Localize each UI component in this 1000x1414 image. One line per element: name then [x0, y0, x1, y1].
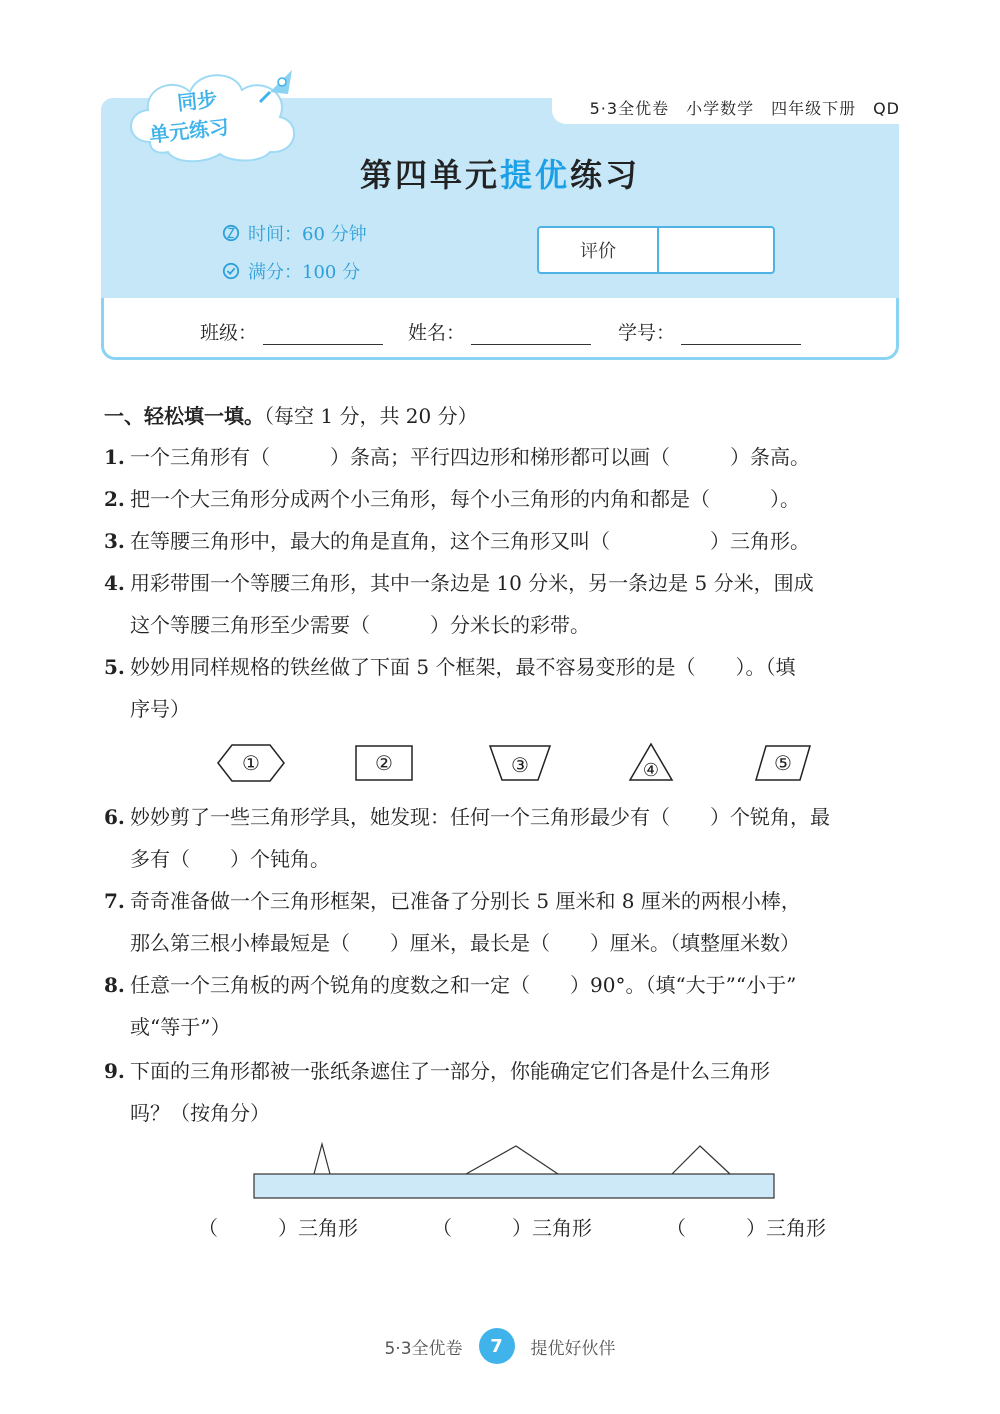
- question-number: 5.: [104, 655, 125, 679]
- question-3: [104, 520, 810, 562]
- class-blank[interactable]: [263, 324, 383, 345]
- question-text: 妙妙剪了一些三角形学具，她发现：任何一个三角形最少有（ ）个锐角，最: [130, 805, 830, 829]
- evaluation-field[interactable]: [659, 228, 773, 272]
- question-text: 用彩带围一个等腰三角形，其中一条边是 10 分米，另一条边是 5 分米，围成: [130, 571, 814, 595]
- question-6-cont: 多有（ ）个钝角。: [130, 847, 330, 871]
- question-text: 任意一个三角板的两个锐角的度数之和一定（ ）90°。（填“大于”“小于”: [130, 973, 797, 997]
- triangle-tip-3: [672, 1146, 730, 1174]
- title-highlight: 提优: [499, 156, 570, 194]
- title-part3: 练习: [570, 156, 641, 194]
- q9-answer-2: （ ）三角形: [432, 1216, 592, 1240]
- question-9: [104, 1050, 770, 1092]
- section-heading: 一、轻松填一填。: [104, 404, 264, 428]
- shape-label: ⑤: [774, 751, 792, 775]
- question-number: 3.: [104, 529, 125, 553]
- evaluation-box: [537, 226, 775, 274]
- question-text: 一个三角形有（ ）条高；平行四边形和梯形都可以画（ ）条高。: [130, 445, 810, 469]
- section-note: （每空 1 分，共 20 分）: [264, 404, 478, 428]
- question-4: [104, 562, 814, 604]
- check-circle-icon: [222, 262, 240, 280]
- question-5-cont: 序号）: [130, 697, 190, 721]
- name-field[interactable]: [408, 318, 591, 345]
- id-field[interactable]: [618, 318, 801, 345]
- shape-label: ①: [242, 751, 260, 775]
- series-label: 5·3全优卷 小学数学 四年级下册 QD: [589, 99, 900, 118]
- question-7-cont: 那么第三根小棒最短是（ ）厘米，最长是（ ）厘米。（填整厘米数）: [130, 931, 800, 955]
- score-text: 满分：100 分: [248, 262, 361, 283]
- question-9-cont: 吗？（按角分）: [130, 1101, 270, 1125]
- time-text: 时间：60 分钟: [248, 224, 367, 245]
- q9-answer-1: （ ）三角形: [198, 1216, 358, 1240]
- triangle-tip-1: [314, 1144, 330, 1174]
- shape-label: ④: [642, 760, 660, 781]
- class-field[interactable]: [200, 318, 383, 345]
- id-label: 学号：: [618, 322, 676, 344]
- badge-line1: 同步: [176, 86, 219, 115]
- class-label: 班级：: [200, 322, 258, 344]
- evaluation-label: 评价: [539, 228, 659, 272]
- question-text: 妙妙用同样规格的铁丝做了下面 5 个框架，最不容易变形的是（ ）。（填: [130, 655, 796, 679]
- question-2: [104, 478, 800, 520]
- time-row: [222, 220, 367, 246]
- id-blank[interactable]: [681, 324, 801, 345]
- question-text: 奇奇准备做一个三角形框架，已准备了分别长 5 厘米和 8 厘米的两根小棒，: [130, 889, 801, 913]
- triangle-tip-2: [466, 1146, 558, 1174]
- footer-right: 提优好伙伴: [530, 1338, 616, 1359]
- question-number: 7.: [104, 889, 125, 913]
- question-number: 9.: [104, 1059, 125, 1083]
- question-text: 在等腰三角形中，最大的角是直角，这个三角形又叫（ ）三角形。: [130, 529, 810, 553]
- name-blank[interactable]: [471, 324, 591, 345]
- footer: [0, 1328, 1000, 1364]
- frame-shapes: [200, 738, 820, 788]
- section-title: [104, 400, 478, 429]
- name-label: 姓名：: [408, 322, 466, 344]
- footer-left: 5·3全优卷: [384, 1338, 463, 1359]
- question-text: 下面的三角形都被一张纸条遮住了一部分，你能确定它们各是什么三角形: [130, 1059, 770, 1083]
- badge-line2: 单元练习: [148, 114, 231, 147]
- question-5: [104, 646, 795, 688]
- question-8: [104, 964, 796, 1006]
- page-title: [0, 150, 1000, 196]
- question-number: 2.: [104, 487, 125, 511]
- question-number: 6.: [104, 805, 125, 829]
- shape-label: ③: [511, 753, 529, 777]
- page-number: 7: [479, 1328, 515, 1364]
- question-number: 4.: [104, 571, 125, 595]
- question-4-cont: 这个等腰三角形至少需要（ ）分米长的彩带。: [130, 613, 590, 637]
- question-6: [104, 796, 830, 838]
- shape-label: ②: [375, 751, 393, 775]
- score-row: [222, 258, 360, 284]
- paper-strip: [254, 1174, 774, 1198]
- q9-answer-3: （ ）三角形: [666, 1216, 826, 1240]
- title-part1: 第四单元: [359, 156, 500, 194]
- question-number: 1.: [104, 445, 125, 469]
- question-7: [104, 880, 801, 922]
- clock-icon: [222, 224, 240, 242]
- question-text: 把一个大三角形分成两个小三角形，每个小三角形的内角和都是（ ）。: [130, 487, 800, 511]
- covered-triangles: [250, 1138, 780, 1202]
- question-8-cont: 或“等于”）: [130, 1015, 231, 1039]
- question-number: 8.: [104, 973, 125, 997]
- question-1: [104, 436, 810, 478]
